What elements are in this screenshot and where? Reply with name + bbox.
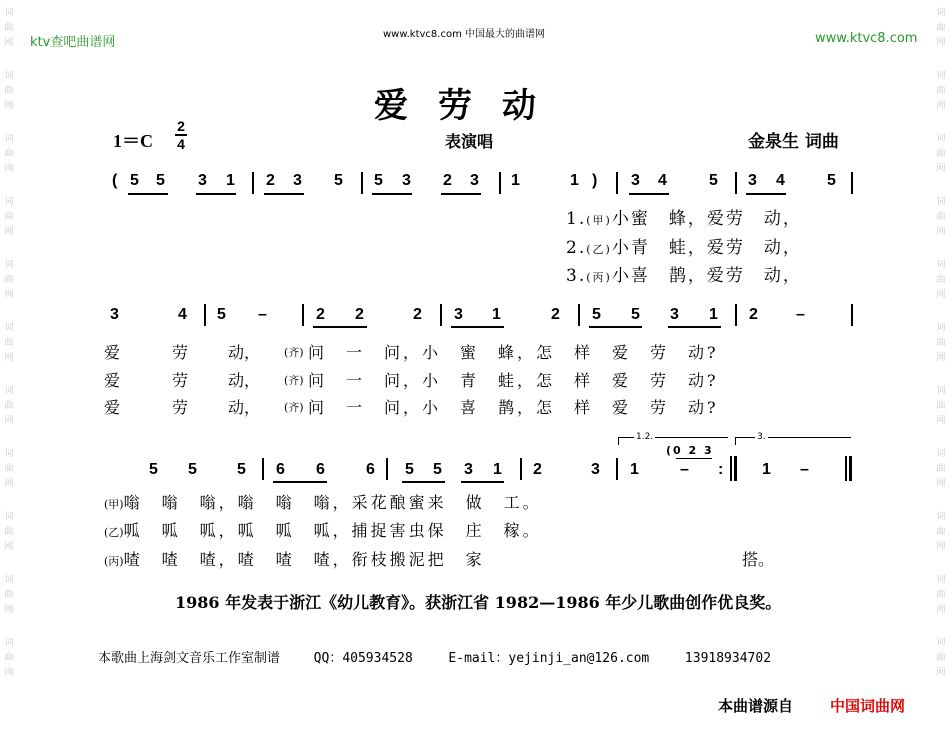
note: 5: [374, 172, 383, 189]
watermark-char: 网: [936, 416, 946, 426]
note: 6: [366, 461, 375, 478]
note: 5: [433, 461, 442, 478]
watermark-char: 曲: [4, 527, 14, 537]
repeat-dots: :: [718, 461, 724, 478]
watermark-char: 网: [4, 290, 14, 300]
time-top: 2: [177, 118, 185, 134]
watermark-char: 网: [936, 290, 946, 300]
note: 5: [592, 306, 601, 323]
watermark-char: 网: [936, 605, 946, 615]
note: 5: [237, 461, 246, 478]
note: 5: [827, 172, 836, 189]
note: 5: [334, 172, 343, 189]
song-title: 爱劳动: [374, 86, 566, 126]
publication-note: 1986 年发表于浙江《幼儿教育》。获浙江省 1982—1986 年少儿歌曲创作优良奖。: [175, 593, 782, 612]
watermark-char: 词: [936, 512, 946, 522]
producer: 本歌曲上海剑文音乐工作室制谱: [98, 651, 281, 666]
note: 1: [570, 172, 579, 189]
verse-3: 3.(丙)小喜 鹊，爱劳 动，: [566, 266, 802, 286]
header-left-site[interactable]: ktv查吧曲谱网: [30, 35, 116, 50]
watermark-char: 曲: [936, 338, 946, 348]
note: 5: [149, 461, 158, 478]
watermark-char: 网: [936, 227, 946, 237]
paren-close: ): [592, 172, 598, 189]
note: 3: [454, 306, 463, 323]
end-line-3-tail: 搭。: [742, 550, 775, 569]
watermark-char: 曲: [936, 590, 946, 600]
note: 1: [762, 461, 771, 478]
watermark-char: 曲: [4, 212, 14, 222]
watermark-char: 词: [936, 197, 946, 207]
note: –: [796, 306, 805, 323]
watermark-char: 词: [936, 71, 946, 81]
watermark-char: 网: [4, 101, 14, 111]
note: –: [680, 461, 689, 478]
watermark-char: 网: [4, 479, 14, 489]
time-signature: [174, 118, 188, 152]
watermark-char: 网: [4, 542, 14, 552]
note: 5: [405, 461, 414, 478]
watermark-char: 词: [4, 386, 14, 396]
watermark-char: 曲: [936, 401, 946, 411]
watermark-char: 词: [936, 134, 946, 144]
watermark-char: 词: [4, 449, 14, 459]
watermark-char: 网: [4, 668, 14, 678]
paren-open: (: [112, 172, 118, 189]
note: 3: [110, 306, 119, 323]
note: 5: [217, 306, 226, 323]
note: 2: [533, 461, 542, 478]
note: 5: [130, 172, 139, 189]
watermark-char: 网: [4, 416, 14, 426]
author: 金泉生 词曲: [748, 132, 839, 152]
note: 6: [276, 461, 285, 478]
watermark-char: 曲: [936, 149, 946, 159]
watermark-char: 词: [936, 386, 946, 396]
watermark-char: 网: [936, 164, 946, 174]
email[interactable]: E-mail：yejinji_an@126.com: [448, 651, 650, 666]
note: 3: [293, 172, 302, 189]
watermark-char: 曲: [4, 590, 14, 600]
note: 5: [156, 172, 165, 189]
note: 1: [492, 306, 501, 323]
time-bottom: 4: [177, 136, 185, 152]
performance-style: 表演唱: [445, 132, 494, 151]
note: 2: [413, 306, 422, 323]
watermark-char: 词: [936, 260, 946, 270]
note: 1: [511, 172, 520, 189]
note: 1: [630, 461, 639, 478]
volta-1-notes: (0 2 3: [666, 444, 714, 457]
note: 5: [631, 306, 640, 323]
note: 1: [226, 172, 235, 189]
watermark-char: 词: [4, 8, 14, 18]
note: 3: [748, 172, 757, 189]
watermark-char: 网: [936, 353, 946, 363]
note: 6: [316, 461, 325, 478]
end-line-1: (甲)嗡 嗡 嗡，嗡 嗡 嗡，采花酿蜜来 做 工。: [104, 493, 542, 512]
watermark-char: 曲: [4, 23, 14, 33]
watermark-char: 网: [4, 38, 14, 48]
note: 5: [709, 172, 718, 189]
watermark-char: 曲: [4, 464, 14, 474]
note: 4: [658, 172, 667, 189]
note: 2: [551, 306, 560, 323]
contact-line: [98, 647, 771, 666]
watermark-char: 曲: [4, 338, 14, 348]
watermark-char: 词: [4, 134, 14, 144]
watermark-char: 网: [936, 479, 946, 489]
key-signature: 1＝C: [113, 131, 153, 151]
watermark-char: 词: [4, 575, 14, 585]
note: 2: [355, 306, 364, 323]
watermark-char: 曲: [4, 275, 14, 285]
note: 3: [464, 461, 473, 478]
right-watermark: [935, 0, 947, 681]
verse-1: 1.(甲)小蜜 蜂，爱劳 动，: [566, 209, 802, 229]
watermark-char: 曲: [4, 86, 14, 96]
volta-1: 1.2.: [636, 432, 654, 442]
header-center-site[interactable]: www.ktvc8.com 中国最大的曲谱网: [383, 29, 546, 40]
end-line-2: (乙)呱 呱 呱，呱 呱 呱，捕捉害虫保 庄 稼。: [104, 521, 542, 540]
note: 3: [631, 172, 640, 189]
watermark-char: 网: [4, 605, 14, 615]
end-line-3: (丙)喳 喳 喳，喳 喳 喳，衔枝搬泥把 家: [104, 550, 485, 569]
watermark-char: 词: [4, 323, 14, 333]
watermark-char: 词: [936, 323, 946, 333]
watermark-char: 网: [936, 542, 946, 552]
note: 5: [188, 461, 197, 478]
qq: QQ：405934528: [313, 651, 413, 666]
watermark-char: 曲: [936, 527, 946, 537]
watermark-char: 网: [4, 227, 14, 237]
note: 3: [402, 172, 411, 189]
watermark-char: 词: [936, 638, 946, 648]
note: 2: [443, 172, 452, 189]
watermark-char: 词: [4, 638, 14, 648]
note: 3: [198, 172, 207, 189]
verse-2: 2.(乙)小青 蛙，爱劳 动，: [566, 238, 802, 258]
watermark-char: 网: [936, 101, 946, 111]
note: 3: [591, 461, 600, 478]
note: 1: [493, 461, 502, 478]
watermark-char: 网: [936, 38, 946, 48]
volta-2: 3.: [757, 432, 766, 442]
note: 3: [670, 306, 679, 323]
note: 4: [178, 306, 187, 323]
watermark-char: 曲: [4, 401, 14, 411]
watermark-char: 曲: [936, 653, 946, 663]
watermark-char: 网: [4, 164, 14, 174]
note: 2: [749, 306, 758, 323]
watermark-char: 网: [936, 668, 946, 678]
note: 4: [776, 172, 785, 189]
source-label: 本曲谱源自: [718, 697, 794, 715]
watermark-char: 曲: [936, 86, 946, 96]
watermark-char: 词: [4, 260, 14, 270]
watermark-char: 曲: [4, 653, 14, 663]
left-watermark: [3, 0, 15, 681]
watermark-char: 词: [936, 8, 946, 18]
watermark-char: 词: [4, 512, 14, 522]
note: 3: [470, 172, 479, 189]
source-site[interactable]: 中国词曲网: [830, 697, 906, 715]
note: –: [258, 306, 267, 323]
note: –: [800, 461, 809, 478]
watermark-char: 词: [936, 575, 946, 585]
note: 1: [709, 306, 718, 323]
watermark-char: 词: [936, 449, 946, 459]
watermark-char: 曲: [936, 212, 946, 222]
watermark-char: 曲: [4, 149, 14, 159]
watermark-char: 曲: [936, 23, 946, 33]
watermark-char: 网: [4, 353, 14, 363]
note: 2: [316, 306, 325, 323]
note: 2: [266, 172, 275, 189]
header-right-site[interactable]: www.ktvc8.com: [815, 31, 918, 46]
watermark-char: 曲: [936, 464, 946, 474]
watermark-char: 词: [4, 197, 14, 207]
watermark-char: 曲: [936, 275, 946, 285]
phone: 13918934702: [684, 651, 772, 666]
watermark-char: 词: [4, 71, 14, 81]
